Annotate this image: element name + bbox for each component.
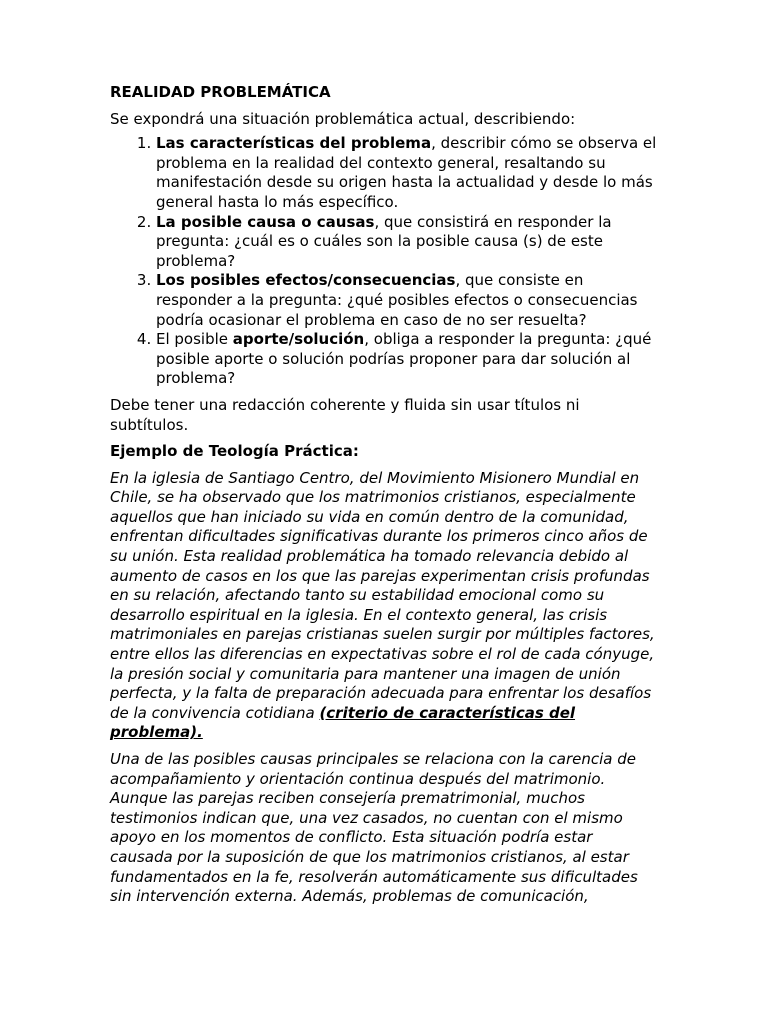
intro-text: Se expondrá una situación problemática actual, describiendo: <box>110 109 576 128</box>
criteria-list <box>110 134 658 389</box>
section-heading: REALIDAD PROBLEMÁTICA <box>110 83 331 101</box>
example-paragraph <box>110 469 658 743</box>
criteria-item-title: aporte/solución <box>232 330 365 349</box>
criterion-reference: (criterio de características del problema). <box>110 703 576 742</box>
criteria-item-text: , obliga a responder la pregunta: ¿qué posible aporte o solución podrías proponer para dar solución al problema? <box>156 330 652 388</box>
example-paragraph: Una de las posibles causas principales se relaciona con la carencia de acompañamiento y orientación continua después del matrimonio. Aunque las parejas reciben consejería prematrimonial, muchos testimonios indican que, una vez casados, no cuentan con el mismo apoyo en los momentos de conflicto. Esta situación podría estar causada por la suposición de que los matrimonios cristianos, al estar fundamentados en la fe, resolverán automáticamente sus dificultades sin intervención externa. Además, problemas de comunicación, <box>110 750 638 906</box>
criteria-item-title: Los posibles efectos/consecuencias <box>156 271 456 290</box>
criteria-item <box>156 213 658 272</box>
criteria-item-title: La posible causa o causas <box>156 212 375 231</box>
criteria-item <box>156 134 658 212</box>
criteria-item-prefix: El posible <box>156 330 233 349</box>
criteria-item-title: Las características del problema <box>156 134 432 153</box>
criteria-item-text: , que consiste en responder a la pregunta: ¿qué posibles efectos o consecuencias podría ocasionar el problema en caso de no ser resuelta? <box>156 271 638 329</box>
criteria-item <box>156 271 658 330</box>
criteria-item-text: , que consistirá en responder la pregunta: ¿cuál es o cuáles son la posible causa (s) de este problema? <box>156 212 612 270</box>
example-heading: Ejemplo de Teología Práctica: <box>110 442 359 461</box>
criteria-item <box>156 330 658 389</box>
example-paragraph-text: En la iglesia de Santiago Centro, del Movimiento Misionero Mundial en Chile, se ha observado que los matrimonios cristianos, especialmente aquellos que han iniciado su vida en común dentro de la comunidad, enfrentan dificultades significativas durante los primeros cinco años de su unión. Esta realidad problemática ha tomado relevancia debido al aumento de casos en los que las parejas experimentan crisis profundas en su relación, afectando tanto su estabilidad emocional como su desarrollo espiritual en la iglesia. En el contexto general, las crisis matrimoniales en parejas cristianas suelen surgir por múltiples factores, entre ellos las diferencias en expectativas sobre el rol de cada cónyuge, la presión social y comunitaria para mantener una imagen de unión perfecta, y la falta de preparación adecuada para enfrentar los desafíos de la convivencia cotidiana <box>110 468 655 722</box>
document-page <box>110 83 658 914</box>
criteria-item-text: , describir cómo se observa el problema en la realidad del contexto general, resaltando su manifestación desde su origen hasta la actualidad y desde lo más general hasta lo más específico. <box>156 134 657 211</box>
writing-note: Debe tener una redacción coherente y fluida sin usar títulos ni subtítulos. <box>110 395 580 434</box>
